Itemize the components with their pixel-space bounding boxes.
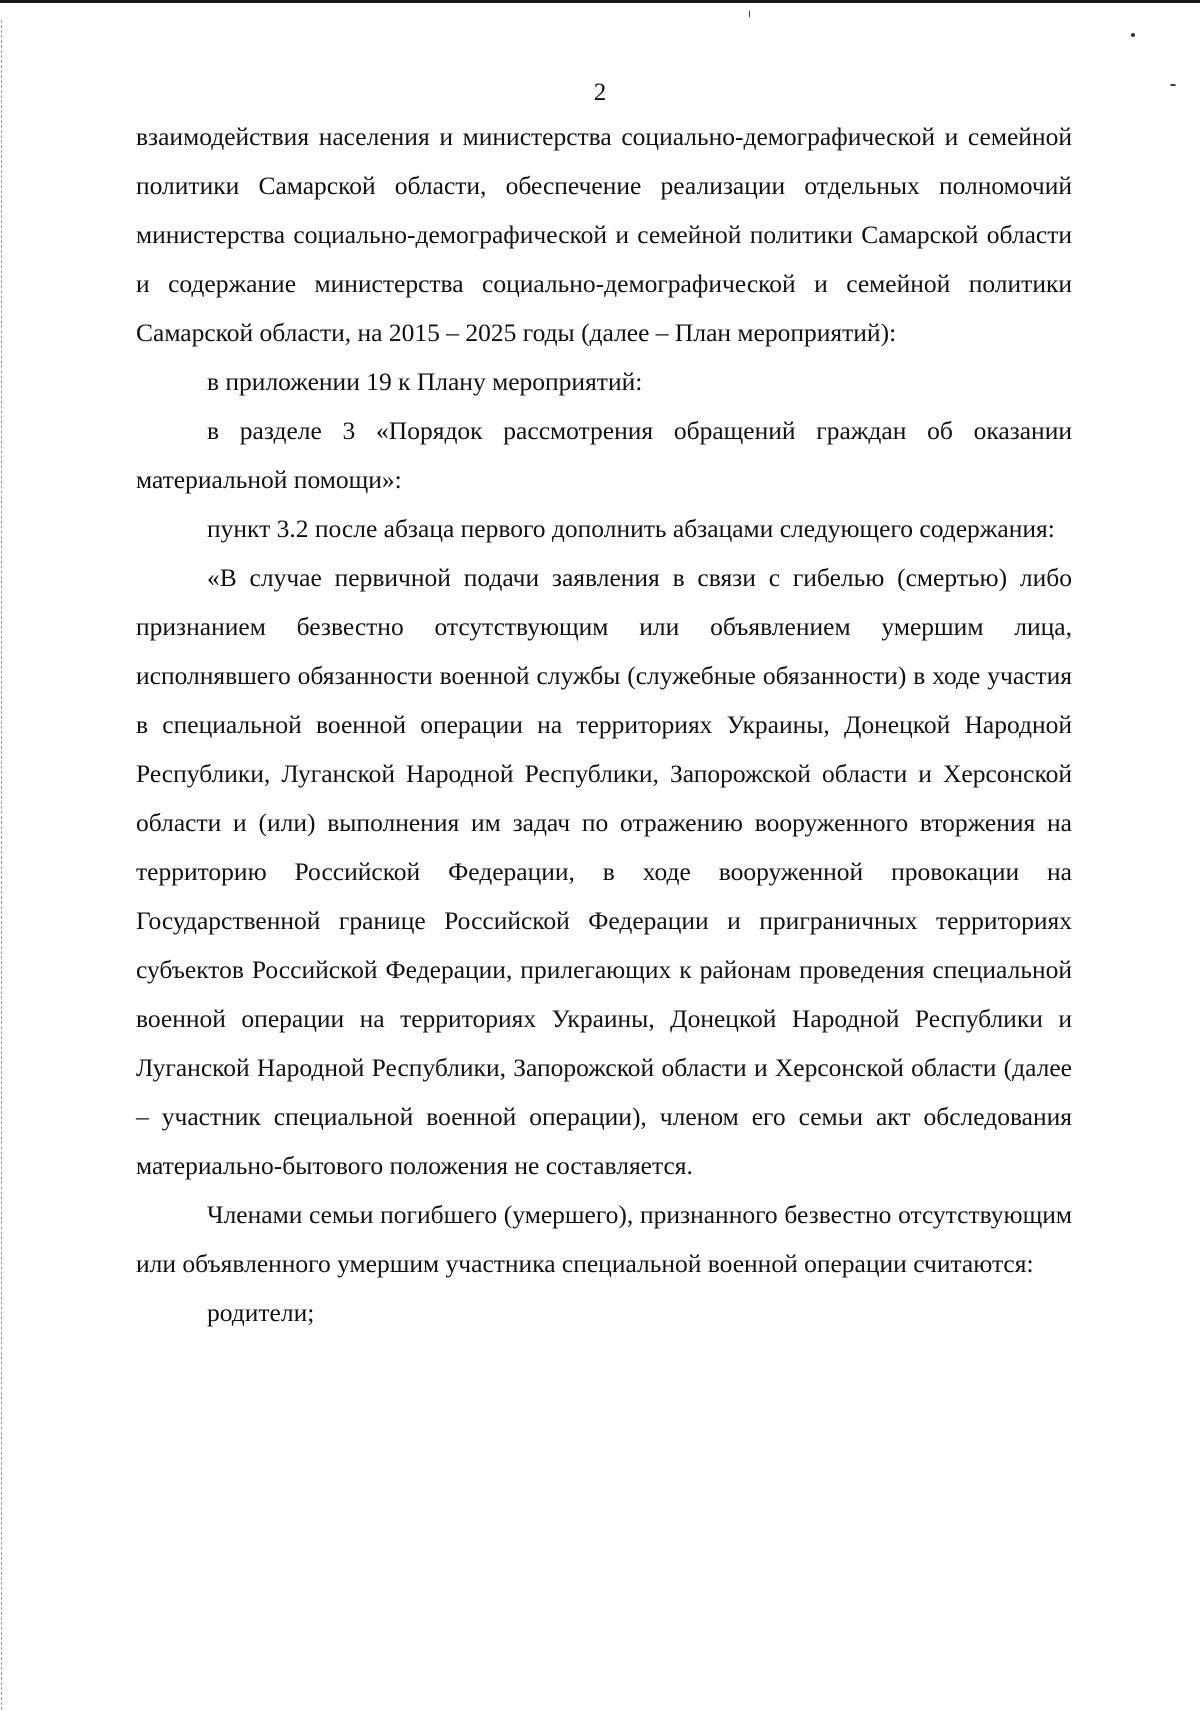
paragraph-first-application: «В случае первичной подачи заявления в связи с гибелью (смертью) либо признанием безвестно отсутствующим или объявлением умершим лица, исполнявшего обязанности военной службы (служебные обязанности) в ходе участия в специальной военной операции на территориях Украины, Донецкой Народной Республики, Луганской Народной Республики, Запорожской области и Херсонской области и (или) выполнения им задач по отражению вооруженного вторжения на территорию Российской Федерации, в ходе вооруженной провокации на Государственной границе Российской Федерации и приграничных территориях субъектов Российской Федерации, прилегающих к районам проведения специальной военной операции на территориях Украины, Донецкой Народной Республики и Луганской Народной Республики, Запорожской области и Херсонской области (далее – участник специальной военной операции), членом его семьи акт обследования материально-бытового положения не составляется. xyxy=(136,563,1072,1180)
scan-speck xyxy=(749,10,750,18)
scan-left-edge xyxy=(1,20,3,1710)
paragraph-clause-3-2: пункт 3.2 после абзаца первого дополнить абзацами следующего содержания: xyxy=(207,514,1055,543)
paragraph-plan-title-continuation: взаимодействия населения и министерства социально-демографической и семейной политики Самарской области, обеспечение реализации отдельных полномочий министерства социально-демографической и семейной политики Самарской области и содержание министерства социально-демографической и семейной политики Самарской области, на 2015 – 2025 годы (далее – План мероприятий): xyxy=(136,122,1072,347)
document-body xyxy=(136,112,1072,1337)
scan-speck xyxy=(1131,33,1135,37)
paragraph-section-3: в разделе 3 «Порядок рассмотрения обращений граждан об оказании материальной помощи»: xyxy=(136,416,1072,494)
scan-top-edge xyxy=(0,0,1200,3)
paragraph-parents: родители; xyxy=(207,1298,315,1327)
paragraph-appendix-19: в приложении 19 к Плану мероприятий: xyxy=(207,367,643,396)
paragraph-family-members: Членами семьи погибшего (умершего), признанного безвестно отсутствующим или объявленного умершим участника специальной военной операции считаются: xyxy=(136,1200,1072,1278)
page-number: 2 xyxy=(593,79,607,106)
